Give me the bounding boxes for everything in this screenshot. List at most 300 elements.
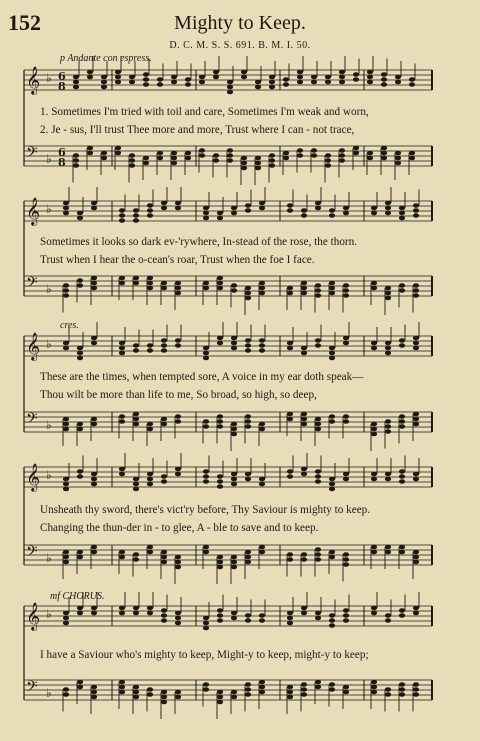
notehead [315, 338, 321, 343]
notehead [147, 472, 153, 477]
notehead [63, 621, 69, 626]
notehead [259, 685, 265, 690]
notehead [255, 166, 261, 171]
notehead [147, 427, 153, 432]
notehead [339, 80, 345, 85]
notehead [77, 469, 83, 474]
notehead [287, 616, 293, 621]
notehead [231, 432, 237, 437]
notehead [409, 82, 415, 87]
notehead [77, 356, 83, 361]
notehead [119, 555, 125, 560]
notehead [73, 158, 79, 163]
notehead [371, 550, 377, 555]
notehead [269, 75, 275, 80]
notehead [329, 281, 335, 286]
notehead [91, 341, 97, 346]
notehead [91, 422, 97, 427]
notehead [73, 153, 79, 158]
notehead [73, 80, 79, 85]
notehead [343, 685, 349, 690]
flat-icon: ♭ [46, 418, 52, 432]
notehead [339, 70, 345, 75]
notehead [287, 286, 293, 291]
notehead [241, 161, 247, 166]
notehead [91, 482, 97, 487]
notehead [147, 482, 153, 487]
notehead [259, 281, 265, 286]
notehead [133, 343, 139, 348]
notehead [203, 616, 209, 621]
notehead [315, 206, 321, 211]
bass-clef-icon: 𝄢 [26, 543, 38, 564]
notehead [133, 685, 139, 690]
notehead [133, 477, 139, 482]
notehead [385, 291, 391, 296]
notehead [329, 419, 335, 424]
notehead [343, 552, 349, 557]
notehead [259, 690, 265, 695]
notehead [227, 153, 233, 158]
notehead [203, 424, 209, 429]
notehead [329, 682, 335, 687]
notehead [371, 286, 377, 291]
notehead [399, 474, 405, 479]
notehead [259, 550, 265, 555]
notehead [231, 482, 237, 487]
notehead [409, 156, 415, 161]
notehead [231, 427, 237, 432]
notehead [385, 296, 391, 301]
notehead [91, 550, 97, 555]
treble-clef-icon: 𝄞 [26, 463, 41, 491]
notehead [91, 685, 97, 690]
notehead [413, 611, 419, 616]
notehead [63, 211, 69, 216]
notehead [77, 278, 83, 283]
notehead [63, 201, 69, 206]
notehead [385, 545, 391, 550]
notehead [115, 75, 121, 80]
hymn-number: 152 [8, 10, 41, 35]
notehead [413, 560, 419, 565]
notehead [171, 161, 177, 166]
notehead [371, 432, 377, 437]
notehead [161, 608, 167, 613]
notehead [301, 472, 307, 477]
notehead [339, 75, 345, 80]
notehead [63, 611, 69, 616]
notehead [161, 474, 167, 479]
notehead [283, 151, 289, 156]
notehead [315, 611, 321, 616]
notehead [343, 562, 349, 567]
notehead [119, 208, 125, 213]
notehead [161, 618, 167, 623]
notehead [287, 469, 293, 474]
notehead [217, 281, 223, 286]
notehead [325, 153, 331, 158]
notehead [329, 613, 335, 618]
notehead [409, 151, 415, 156]
notehead [217, 613, 223, 618]
notehead [301, 682, 307, 687]
notehead [87, 151, 93, 156]
notehead [395, 75, 401, 80]
notehead [133, 417, 139, 422]
notehead [77, 550, 83, 555]
notehead [133, 412, 139, 417]
notehead [203, 286, 209, 291]
notehead [63, 482, 69, 487]
notehead [91, 545, 97, 550]
notehead [91, 472, 97, 477]
notehead [287, 695, 293, 700]
notehead [63, 293, 69, 298]
notehead [175, 281, 181, 286]
treble-clef-icon: 𝄞 [26, 197, 41, 225]
notehead [217, 286, 223, 291]
notehead [301, 606, 307, 611]
time-signature-bottom: 8 [58, 156, 66, 169]
notehead [91, 201, 97, 206]
notehead [385, 424, 391, 429]
notehead [203, 346, 209, 351]
notehead [371, 281, 377, 286]
notehead [381, 72, 387, 77]
notehead [245, 692, 251, 697]
notehead [283, 156, 289, 161]
notehead [325, 158, 331, 163]
notehead [245, 286, 251, 291]
notehead [315, 343, 321, 348]
notehead [315, 474, 321, 479]
notehead [371, 346, 377, 351]
notehead [143, 77, 149, 82]
notehead [231, 283, 237, 288]
notehead [185, 151, 191, 156]
notehead [77, 427, 83, 432]
notehead [77, 211, 83, 216]
bass-clef-icon: 𝄢 [26, 410, 38, 431]
notehead [161, 417, 167, 422]
notehead [259, 348, 265, 353]
flat-icon: ♭ [46, 551, 52, 565]
notehead [353, 146, 359, 151]
notehead [119, 467, 125, 472]
notehead [185, 82, 191, 87]
notehead [311, 148, 317, 153]
notehead [399, 288, 405, 293]
notehead [217, 419, 223, 424]
notehead [329, 623, 335, 628]
notehead [217, 479, 223, 484]
notehead [399, 613, 405, 618]
notehead [315, 422, 321, 427]
notehead [385, 429, 391, 434]
notehead [343, 341, 349, 346]
notehead [161, 201, 167, 206]
notehead [63, 477, 69, 482]
notehead [413, 550, 419, 555]
notehead [87, 75, 93, 80]
lyric-verse2-line1: 2. Je - sus, I'll trust Thee more and more, Trust where I can - not trace, [40, 124, 355, 136]
notehead [385, 419, 391, 424]
notehead [353, 151, 359, 156]
notehead [213, 158, 219, 163]
notehead [241, 75, 247, 80]
notehead [227, 158, 233, 163]
notehead [287, 474, 293, 479]
notehead [259, 613, 265, 618]
notehead [371, 611, 377, 616]
notehead [175, 291, 181, 296]
notehead [203, 469, 209, 474]
notehead [395, 80, 401, 85]
notehead [301, 412, 307, 417]
notehead [399, 682, 405, 687]
hymn-title: Mighty to Keep. [174, 12, 306, 34]
notehead [409, 77, 415, 82]
notehead [259, 201, 265, 206]
notehead [399, 608, 405, 613]
notehead [287, 208, 293, 213]
notehead [119, 281, 125, 286]
notehead [315, 616, 321, 621]
notehead [245, 550, 251, 555]
notehead [269, 153, 275, 158]
notehead [175, 286, 181, 291]
notehead [245, 414, 251, 419]
notehead [385, 341, 391, 346]
notehead [217, 555, 223, 560]
notehead [91, 611, 97, 616]
notehead [161, 613, 167, 618]
notehead [371, 472, 377, 477]
notehead [147, 281, 153, 286]
notehead [287, 557, 293, 562]
notehead [301, 692, 307, 697]
notehead [413, 412, 419, 417]
notehead [63, 206, 69, 211]
notehead [385, 550, 391, 555]
notehead [161, 690, 167, 695]
notehead [175, 560, 181, 565]
notehead [315, 547, 321, 552]
notehead [133, 213, 139, 218]
notehead [199, 80, 205, 85]
flat-icon: ♭ [46, 202, 52, 216]
notehead [203, 545, 209, 550]
notehead [245, 203, 251, 208]
notehead [269, 85, 275, 90]
notehead [175, 565, 181, 570]
notehead [161, 700, 167, 705]
notehead [381, 146, 387, 151]
flat-icon: ♭ [46, 152, 52, 166]
flat-icon: ♭ [46, 607, 52, 621]
notehead [297, 80, 303, 85]
notehead [329, 414, 335, 419]
notehead [77, 685, 83, 690]
notehead [231, 206, 237, 211]
notehead [371, 545, 377, 550]
notehead [91, 336, 97, 341]
notehead [297, 153, 303, 158]
notehead [343, 293, 349, 298]
notehead [245, 613, 251, 618]
notehead [381, 82, 387, 87]
notehead [119, 611, 125, 616]
notehead [315, 685, 321, 690]
notehead [147, 208, 153, 213]
notehead [157, 151, 163, 156]
notehead [413, 417, 419, 422]
notehead [367, 70, 373, 75]
notehead [119, 606, 125, 611]
notehead [77, 351, 83, 356]
notehead [227, 90, 233, 95]
lyric-verse2-line2: Trust when I hear the o-cean's roar, Trust when the foe I face. [40, 254, 315, 266]
notehead [147, 343, 153, 348]
notehead [217, 474, 223, 479]
notehead [385, 618, 391, 623]
flat-icon: ♭ [46, 468, 52, 482]
notehead [395, 151, 401, 156]
notehead [203, 419, 209, 424]
notehead [245, 687, 251, 692]
notehead [231, 346, 237, 351]
notehead [329, 550, 335, 555]
notehead [63, 487, 69, 492]
notehead [269, 158, 275, 163]
notehead [259, 338, 265, 343]
notehead [371, 606, 377, 611]
flat-icon: ♭ [46, 686, 52, 700]
notehead [63, 687, 69, 692]
notehead [161, 348, 167, 353]
notehead [231, 555, 237, 560]
notehead [301, 281, 307, 286]
notehead [343, 472, 349, 477]
notehead [133, 606, 139, 611]
notehead [129, 158, 135, 163]
notehead [399, 419, 405, 424]
notehead [147, 611, 153, 616]
notehead [171, 75, 177, 80]
notehead [171, 151, 177, 156]
notehead [399, 206, 405, 211]
notehead [287, 690, 293, 695]
notehead [329, 286, 335, 291]
notehead [259, 482, 265, 487]
notehead [157, 77, 163, 82]
notehead [101, 75, 107, 80]
notehead [87, 146, 93, 151]
notehead [329, 477, 335, 482]
notehead [413, 472, 419, 477]
notehead [175, 472, 181, 477]
notehead [133, 348, 139, 353]
notehead [371, 422, 377, 427]
notehead [381, 151, 387, 156]
notehead [329, 487, 335, 492]
notehead [371, 206, 377, 211]
notehead [147, 276, 153, 281]
notehead [413, 692, 419, 697]
notehead [143, 72, 149, 77]
notehead [231, 616, 237, 621]
notehead [129, 153, 135, 158]
notehead [77, 216, 83, 221]
notehead [147, 286, 153, 291]
notehead [343, 613, 349, 618]
tempo-marking: p Andante con espress. [60, 53, 152, 64]
notehead [231, 560, 237, 565]
notehead [77, 474, 83, 479]
treble-clef-icon: 𝄞 [26, 66, 41, 94]
notehead [259, 206, 265, 211]
notehead [161, 206, 167, 211]
notehead [399, 283, 405, 288]
notehead [315, 479, 321, 484]
notehead [217, 336, 223, 341]
notehead [245, 477, 251, 482]
notehead [343, 288, 349, 293]
notehead [133, 611, 139, 616]
notehead [371, 680, 377, 685]
notehead [385, 687, 391, 692]
notehead [147, 203, 153, 208]
notehead [213, 153, 219, 158]
notehead [413, 687, 419, 692]
notehead [175, 467, 181, 472]
notehead [343, 477, 349, 482]
notehead [77, 611, 83, 616]
notehead [133, 557, 139, 562]
notehead [367, 80, 373, 85]
notehead [315, 201, 321, 206]
notehead [287, 346, 293, 351]
notehead [413, 203, 419, 208]
notehead [91, 606, 97, 611]
notehead [245, 348, 251, 353]
notehead [161, 555, 167, 560]
notehead [301, 417, 307, 422]
notehead [63, 616, 69, 621]
notehead [161, 422, 167, 427]
flat-icon: ♭ [46, 337, 52, 351]
notehead [241, 156, 247, 161]
chorus-marking: mf CHORUS. [50, 591, 105, 602]
notehead [161, 338, 167, 343]
notehead [241, 166, 247, 171]
notehead [245, 419, 251, 424]
notehead [147, 477, 153, 482]
notehead [245, 560, 251, 565]
notehead [245, 682, 251, 687]
notehead [133, 552, 139, 557]
notehead [101, 151, 107, 156]
notehead [231, 477, 237, 482]
notehead [339, 148, 345, 153]
notehead [399, 550, 405, 555]
notehead [395, 156, 401, 161]
notehead [245, 291, 251, 296]
notehead [245, 296, 251, 301]
notehead [161, 695, 167, 700]
notehead [315, 552, 321, 557]
